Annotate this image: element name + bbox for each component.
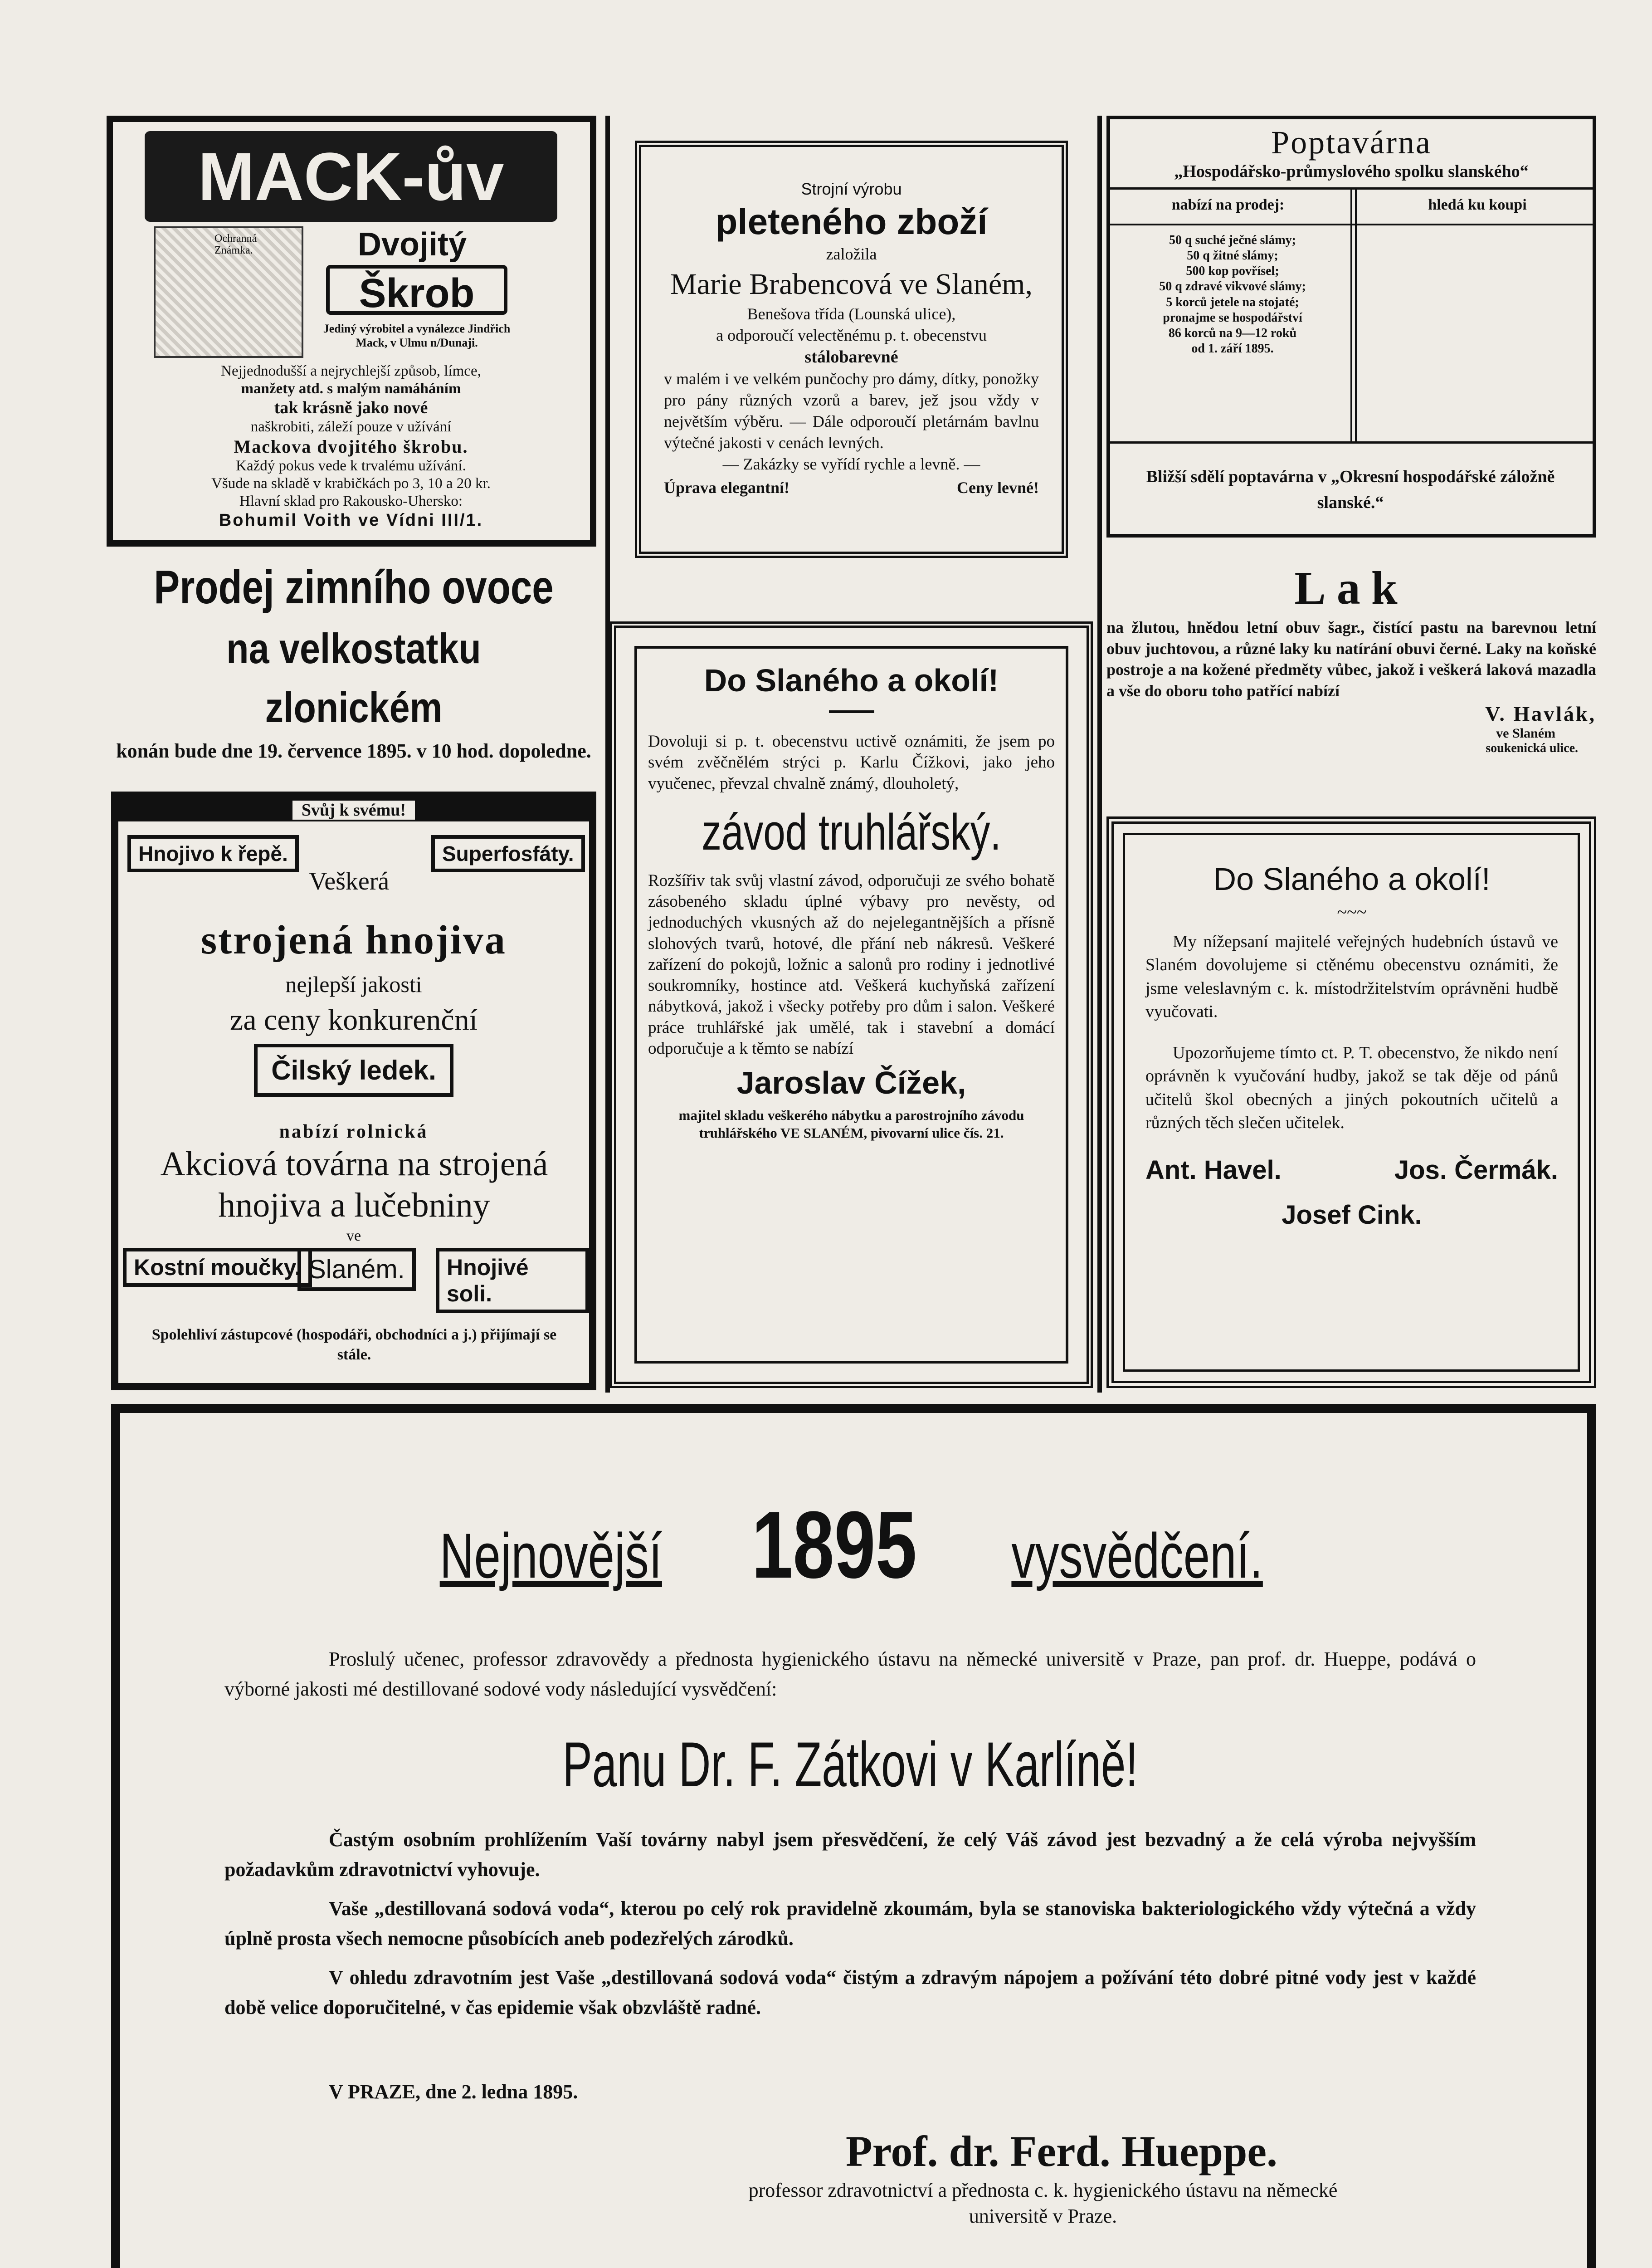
hudba-ad: [1106, 816, 1596, 1388]
truhlar-title: Do Slaného a okolí!: [704, 663, 999, 698]
pletene-line1: Strojní výrobu: [801, 180, 902, 198]
hnojiva-box-right: Superfosfáty.: [431, 835, 585, 872]
hnojiva-box-b1: Kostní moučky.: [123, 1248, 312, 1287]
hnojiva-box-mid: Čilský ledek.: [254, 1044, 453, 1097]
hnojiva-offer: nabízí rolnická: [279, 1121, 429, 1142]
hnojiva-header-text: Svůj k svému!: [292, 801, 415, 820]
mack-line: naškrobiti, záleží pouze v užívání: [250, 418, 452, 435]
hudba-p2: Upozorňujeme tímto ct. P. T. obecenstvo, že nikdo není oprávněn k vyučování hudby, jakož se tak děje od pánů učitelů škol obecných a jiných pokoutních učitelů a různých těch slečen učitelek.: [1145, 1043, 1558, 1133]
lak-signature: V. Havlák,: [1485, 702, 1596, 725]
hnojiva-box-b3: Hnojivé soli.: [436, 1248, 589, 1313]
poptavarna-footer: Bližší sdělí poptavárna v „Okresní hospodářské záložně slanské.“: [1146, 467, 1555, 512]
vysvedceni-signature: Prof. dr. Ferd. Hueppe.: [846, 2127, 1277, 2175]
pletene-address: Benešova třída (Lounská ulice),: [747, 305, 956, 323]
mack-maker: Jediný výrobitel a vynálezce Jindřich Mack, v Ulmu n/Dunaji.: [323, 322, 511, 350]
mack-banner: [145, 131, 557, 222]
mack-brand: MACK-ův: [198, 138, 504, 215]
poptavarna-subtitle: „Hospodářsko-průmyslového spolku slanského“: [1174, 162, 1529, 181]
pletene-name: Marie Brabencová ve Slaném,: [670, 267, 1033, 301]
pletene-line3: a odporoučí velectěnému p. t. obecenstvu: [716, 326, 987, 345]
mack-line: Bohumil Voith ve Vídni III/1.: [219, 510, 483, 530]
poptavarna-col-offer: nabízí na prodej:: [1171, 196, 1285, 213]
hnojiva-price: za ceny konkurenční: [229, 1003, 478, 1036]
hnojiva-ve: ve: [346, 1227, 361, 1244]
hnojiva-header: [118, 799, 589, 821]
lak-place: ve Slaném: [1496, 725, 1555, 741]
hudba-divider: ~~~: [1337, 902, 1367, 922]
pletene-footer-right: Ceny levné!: [957, 479, 1039, 497]
vysvedceni-p3: V ohledu zdravotním jest Vaše „destillovaná sodová voda“ čistým a zdravým nápojem a požívání této dobré pitné vody jest v každé době velice doporučitelné, v čas epidemie však obzvláště radné.: [224, 1966, 1476, 2019]
vysvedceni-p2: Vaše „destillovaná sodová voda“, kterou po celý rok pravidelně zkoumám, byla se stanoviska bakteriologického vždy výtečná a vždy úplně prosta všech nemocne působících aneb podezřelých zárodků.: [224, 1897, 1476, 1950]
lak-title: Lak: [1294, 562, 1408, 614]
lak-body: na žlutou, hnědou letní obuv šagr., čistící pastu na barevnou letní obuv juchtovou, a různé laky ku natírání obuvi černé. Laky na koňské postroje a na kožené předměty vůbec, jakož i veškerá laková mazadla a vše do oboru toho patřící nabízí: [1106, 618, 1596, 700]
mack-line: Všude na skladě v krabičkách po 3, 10 a 20 kr.: [211, 475, 491, 492]
poptavarna-item: 500 kop povřísel;: [1186, 264, 1279, 279]
poptavarna-item: 50 q zdravé vikvové slámy;: [1159, 279, 1306, 294]
prodej-ad: [107, 556, 601, 773]
truhlar-footer: majitel skladu veškerého nábytku a parostrojního závodu truhlářského VE SLANÉM, pivovarní ulice čís. 21.: [678, 1107, 1024, 1141]
poptavarna-col-seek: hledá ku koupi: [1428, 196, 1527, 213]
prodej-line2: na velkostatku zlonickém: [226, 625, 481, 731]
hnojiva-quality: nejlepší jakosti: [285, 972, 422, 997]
prodej-line1: Prodej zimního ovoce: [154, 561, 554, 614]
vysvedceni-head-left: Nejnovější: [439, 1520, 662, 1591]
poptavarna-item: od 1. září 1895.: [1191, 342, 1274, 356]
mack-illustration: [154, 226, 303, 358]
vysvedceni-head-year: 1895: [751, 1491, 917, 1598]
pletene-footer-left: Úprava elegantní!: [664, 479, 789, 497]
vysvedceni-title: professor zdravotnictví a přednosta c. k. hygienického ústavu na německé universitě v Praze.: [748, 2179, 1338, 2228]
pletene-stale: stálobarevné: [804, 347, 898, 367]
mack-ad: [107, 116, 596, 547]
mack-line: Mackova dvojitého škrobu.: [234, 436, 468, 457]
hudba-title: Do Slaného a okolí!: [1213, 861, 1491, 897]
poptavarna-ad: [1106, 116, 1596, 538]
hnojiva-veskera: Veškerá: [309, 867, 390, 895]
vysvedceni-p1: Častým osobním prohlížením Vaší továrny nabyl jsem přesvědčení, že celý Váš závod jest bezvadný a že celá výroba nejvyšším požadavkům zdravotnictví vyhovuje.: [224, 1828, 1476, 1881]
hudba-sig2: Jos. Čermák.: [1394, 1155, 1558, 1185]
mack-lines: [127, 362, 575, 530]
hnojiva-footer: Spolehliví zástupcové (hospodáři, obchodníci a j.) přijímají se stále.: [151, 1326, 557, 1364]
hudba-sig3: Josef Cink.: [1282, 1200, 1422, 1230]
poptavarna-item: 50 q suché ječné slámy;: [1169, 233, 1296, 247]
poptavarna-item: 5 korců jetele na stojaté;: [1166, 295, 1299, 309]
poptavarna-title: Poptavárna: [1271, 124, 1432, 161]
hudba-p1: My nížepsaní majitelé veřejných hudebních ústavů ve Slaném dovolujeme si ctěnému obecenstvu oznámiti, že jsme veleslavným c. k. místodržitelstvím oprávněni hudbě vyučovati.: [1145, 932, 1558, 1021]
pletene-ad: [635, 141, 1068, 558]
hnojiva-box-b2: Slaném.: [297, 1248, 416, 1291]
lak-street: soukenická ulice.: [1486, 741, 1578, 755]
vysvedceni-head-right: vysvědčení.: [1011, 1520, 1263, 1591]
vysvedceni-addressee: Panu Dr. F. Zátkovi v Karlíně!: [562, 1729, 1138, 1800]
hudba-sig1: Ant. Havel.: [1145, 1155, 1282, 1185]
mack-line: tak krásně jako nové: [274, 398, 428, 417]
lak-ad: [1106, 560, 1596, 796]
mack-line: Nejjednodušší a nejrychlejší způsob, límce,: [221, 363, 481, 379]
mack-product-2: Škrob: [326, 265, 507, 315]
pletene-orders: — Zakázky se vyřídí rychle a levně. —: [722, 455, 980, 473]
mack-line: manžety atd. s malým namáháním: [241, 380, 461, 397]
truhlar-name: Jaroslav Čížek,: [736, 1065, 966, 1100]
hnojiva-headline: strojená hnojiva: [201, 918, 507, 963]
truhlar-ad: [610, 621, 1093, 1388]
hnojiva-ad: [111, 792, 596, 1390]
pletene-title: pleteného zboží: [715, 201, 988, 242]
prodej-line3: konán bude dne 19. července 1895. v 10 hod. dopoledne.: [116, 740, 591, 762]
pletene-line2: založila: [826, 244, 877, 263]
mack-trademark: Ochranná Známka.: [214, 233, 257, 257]
truhlar-intro: Dovoluji si p. t. obecenstvu uctivě oznámiti, že jsem po svém zvěčnělém strýci p. Karlu Čížkovi, jako jeho vyučenec, převzal chvalně známý, dlouholetý,: [648, 732, 1055, 793]
vysvedceni-heading: [120, 1490, 1587, 1600]
poptavarna-items: [1119, 233, 1346, 357]
poptavarna-item: pronajme se hospodářství: [1163, 310, 1302, 325]
mack-line: Hlavní sklad pro Rakousko-Uhersko:: [239, 493, 463, 509]
hnojiva-box-left: Hnojivo k řepě.: [127, 835, 299, 872]
poptavarna-item: 86 korců na 9—12 roků: [1168, 326, 1297, 340]
hnojiva-company: Akciová továrna na strojená hnojiva a lučebniny: [160, 1145, 548, 1225]
vysvedceni-date: V PRAZE, dne 2. ledna 1895.: [329, 2081, 578, 2103]
poptavarna-item: 50 q žitné slámy;: [1187, 249, 1278, 263]
vysvedceni-ad: [111, 1404, 1596, 2268]
pletene-body: v malém i ve velkém punčochy pro dámy, dítky, ponožky pro pány různých vzorů a barev, jež jsou vždy v největším výběru. — Dále odporoučí pletárnám bavlnu výtečné jakosti v cenách levných.: [664, 370, 1039, 452]
truhlar-body: Rozšířiv tak svůj vlastní závod, odporučuji ze svého bohatě zásobeného skladu úplné výbavy pro nevěsty, od jednoduchých vkusných až do nejelegantnějších a přísně slohových tvarů, hotové, dle přání neb nákresů. Veškeré zařízení do pokojů, ložnic a salonů pro rodiny i jednotlivé soukromníky, hostince atd. Veškerá kuchyňská zařízení nábytková, jakož i všecky potřeby pro dům i salon. Veškeré práce truhlářské jak umělé, tak i stavební a domácí odporučuje a k těmto se nabízí: [648, 871, 1055, 1058]
mack-line: Každý pokus vede k trvalému užívání.: [236, 457, 466, 474]
truhlar-headline: závod truhlářský.: [702, 803, 1001, 860]
mack-product-1: Dvojitý: [357, 226, 467, 263]
vysvedceni-intro: Proslulý učenec, professor zdravovědy a přednosta hygienického ústavu na německé universitě v Praze, pan prof. dr. Hueppe, podává o výborné jakosti mé destillované sodové vody následující vysvědčení:: [224, 1648, 1476, 1700]
